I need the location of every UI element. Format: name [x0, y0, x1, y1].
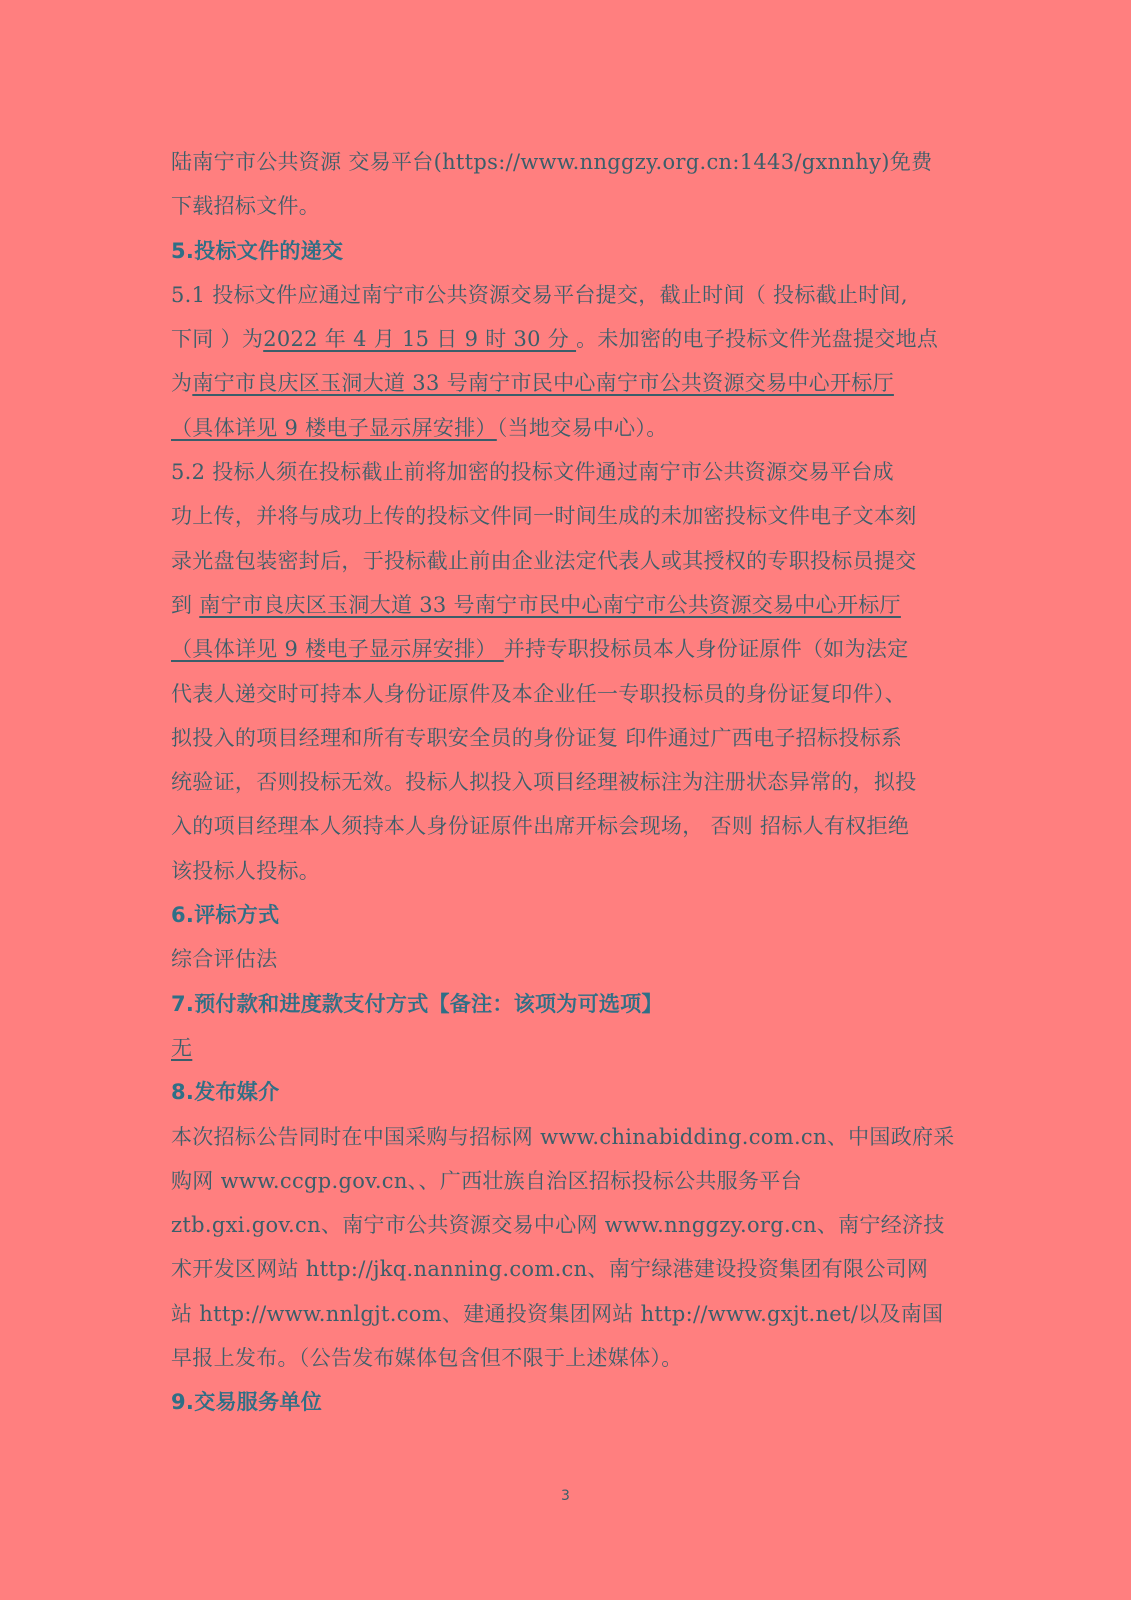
section-heading	[171, 1380, 961, 1424]
text-segment: 到	[171, 592, 200, 617]
text-line	[171, 672, 961, 716]
section-heading	[171, 982, 961, 1026]
text-segment: 8.发布媒介	[171, 1080, 280, 1105]
text-segment: 5.2 投标人须在投标截止前将加密的投标文件通过南宁市公共资源交易平台成	[171, 460, 894, 485]
page-number: 3	[561, 1488, 570, 1504]
text-segment: 5.投标文件的递交	[171, 238, 344, 263]
text-segment: 站 http://www.nnlgjt.com、建通投资集团网站 http://www.gxjt.net/以及南国	[171, 1301, 944, 1326]
text-segment: ztb.gxi.gov.cn、南宁市公共资源交易中心网 www.nnggzy.org.cn、南宁经济技	[171, 1213, 945, 1238]
section-heading	[171, 1070, 961, 1114]
text-segment: 代表人递交时可持本人身份证原件及本企业任一专职投标员的身份证复印件）、	[171, 681, 906, 706]
document-body	[171, 140, 961, 1425]
text-line	[171, 361, 961, 405]
text-line	[171, 1115, 961, 1159]
underlined-text: 2022 年 4 月 15 日 9 时 30 分	[263, 327, 577, 352]
text-segment: 6.评标方式	[171, 903, 280, 928]
section-heading	[171, 229, 961, 273]
text-segment: 入的项目经理本人须持本人身份证原件出席开标会现场， 否则 招标人有权拒绝	[171, 814, 910, 839]
text-line	[171, 450, 961, 494]
text-segment: 下同 ）为	[171, 327, 264, 352]
text-line	[171, 494, 961, 538]
text-segment: 陆南宁市公共资源 交易平台(https://www.nnggzy.org.cn:1443/gxnnhy)免费	[171, 150, 933, 174]
text-segment: 购网 www.ccgp.gov.cn、、广西壮族自治区招标投标公共服务平台	[171, 1168, 802, 1193]
text-segment: 。未加密的电子投标文件光盘提交地点	[576, 327, 939, 352]
text-line	[171, 716, 961, 760]
text-segment: 录光盘包装密封后，于投标截止前由企业法定代表人或其授权的专职投标员提交	[171, 548, 917, 573]
text-segment: 拟投入的项目经理和所有专职安全员的身份证复 印件通过广西电子招标投标系	[171, 725, 903, 750]
underlined-text: （具体详见 9 楼电子显示屏安排）	[171, 637, 504, 662]
text-line	[171, 317, 961, 361]
text-segment: 为	[171, 371, 193, 396]
text-segment: 早报上发布。（公告发布媒体包含但不限于上述媒体）。	[171, 1346, 683, 1371]
text-segment: 下载招标文件。	[171, 194, 321, 219]
text-segment: 综合评估法	[171, 947, 278, 972]
text-line	[171, 1336, 961, 1380]
text-line	[171, 760, 961, 804]
underlined-text: （具体详见 9 楼电子显示屏安排）	[171, 415, 497, 440]
text-line	[171, 583, 961, 627]
text-segment: （当地交易中心）。	[496, 415, 668, 440]
section-heading	[171, 893, 961, 937]
text-segment: 5.1 投标文件应通过南宁市公共资源交易平台提交，截止时间（ 投标截止时间,	[171, 282, 908, 307]
text-segment: 术开发区网站 http://jkq.nanning.com.cn、南宁绿港建设投资集团有限公司网	[171, 1257, 929, 1282]
text-line	[171, 184, 961, 228]
text-line	[171, 1247, 961, 1291]
underlined-text: 无	[171, 1035, 193, 1060]
text-line	[171, 804, 961, 848]
text-line	[171, 937, 961, 981]
underlined-text: 南宁市良庆区玉洞大道 33 号南宁市民中心南宁市公共资源交易中心开标厅	[199, 592, 901, 617]
text-line	[171, 1159, 961, 1203]
text-segment: 本次招标公告同时在中国采购与招标网 www.chinabidding.com.cn、中国政府采	[171, 1124, 955, 1149]
underlined-text: 南宁市良庆区玉洞大道 33 号南宁市民中心南宁市公共资源交易中心开标厅	[192, 371, 894, 396]
text-line	[171, 849, 961, 893]
text-segment: 功上传，并将与成功上传的投标文件同一时间生成的未加密投标文件电子文本刻	[171, 504, 917, 529]
text-line	[171, 1026, 961, 1070]
text-line	[171, 627, 961, 671]
text-segment: 9.交易服务单位	[171, 1390, 322, 1415]
text-segment: 7.预付款和进度款支付方式【备注：该项为可选项】	[171, 991, 663, 1016]
text-segment: 统验证，否则投标无效。投标人拟投入项目经理被标注为注册状态异常的，拟投	[171, 770, 917, 795]
text-line	[171, 406, 961, 450]
text-line	[171, 140, 961, 184]
text-line	[171, 1203, 961, 1247]
text-line	[171, 1292, 961, 1336]
text-segment: 并持专职投标员本人身份证原件（如为法定	[503, 637, 909, 662]
text-line	[171, 273, 961, 317]
text-segment: 该投标人投标。	[171, 858, 321, 883]
text-line	[171, 539, 961, 583]
